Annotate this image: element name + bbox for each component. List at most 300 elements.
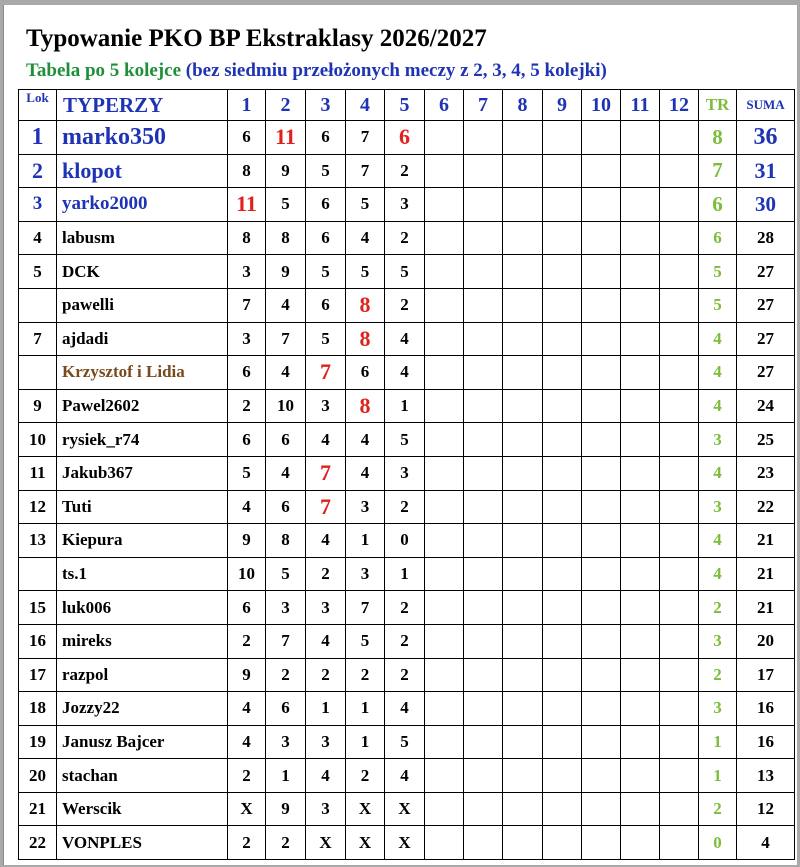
round-10-score-cell — [582, 557, 621, 591]
header-round-4: 4 — [346, 90, 385, 121]
round-8-score-cell — [503, 389, 543, 423]
round-7-score-cell — [464, 423, 503, 457]
rank-cell: 4 — [19, 221, 57, 255]
round-4-score-cell: 5 — [346, 188, 385, 222]
tr-cell: 2 — [699, 591, 737, 625]
round-12-score-cell — [660, 322, 699, 356]
round-2-score-cell: 9 — [266, 792, 306, 826]
tr-cell: 6 — [699, 188, 737, 222]
player-name-cell: Werscik — [57, 792, 228, 826]
round-8-score-cell — [503, 423, 543, 457]
tr-cell: 2 — [699, 792, 737, 826]
tr-cell: 5 — [699, 255, 737, 289]
round-8-score-cell — [503, 356, 543, 390]
subtitle-table-label: Tabela po 5 kolejce — [26, 60, 181, 81]
round-4-score-cell: 1 — [346, 692, 385, 726]
round-11-score-cell — [621, 692, 660, 726]
suma-cell: 21 — [737, 524, 795, 558]
round-8-score-cell — [503, 154, 543, 188]
round-7-score-cell — [464, 356, 503, 390]
round-11-score-cell — [621, 288, 660, 322]
round-1-score-cell: 5 — [228, 456, 266, 490]
round-8-score-cell — [503, 255, 543, 289]
round-5-score-cell: 0 — [385, 524, 425, 558]
round-12-score-cell — [660, 121, 699, 155]
rank-cell: 2 — [19, 154, 57, 188]
round-3-score-cell: 6 — [306, 121, 346, 155]
rank-cell: 16 — [19, 624, 57, 658]
round-9-score-cell — [543, 557, 582, 591]
suma-cell: 21 — [737, 557, 795, 591]
player-name-cell: Jozzy22 — [57, 692, 228, 726]
round-9-score-cell — [543, 456, 582, 490]
player-name-cell: mireks — [57, 624, 228, 658]
player-name-cell: klopot — [57, 154, 228, 188]
round-4-score-cell: 8 — [346, 288, 385, 322]
round-12-score-cell — [660, 255, 699, 289]
round-8-score-cell — [503, 658, 543, 692]
rank-cell: 20 — [19, 759, 57, 793]
round-11-score-cell — [621, 490, 660, 524]
page-title: Typowanie PKO BP Ekstraklasy 2026/2027 — [26, 25, 487, 52]
round-9-score-cell — [543, 524, 582, 558]
round-7-score-cell — [464, 826, 503, 860]
round-6-score-cell — [425, 692, 464, 726]
round-1-score-cell: 2 — [228, 826, 266, 860]
round-6-score-cell — [425, 759, 464, 793]
table-row — [19, 322, 795, 356]
subtitle-note: (bez siedmiu przełożonych meczy z 2, 3, 4, 5 kolejki) — [185, 60, 607, 81]
round-8-score-cell — [503, 490, 543, 524]
tr-cell: 3 — [699, 624, 737, 658]
round-10-score-cell — [582, 490, 621, 524]
round-1-score-cell: 7 — [228, 288, 266, 322]
round-3-score-cell: 6 — [306, 221, 346, 255]
round-7-score-cell — [464, 288, 503, 322]
round-11-score-cell — [621, 423, 660, 457]
round-9-score-cell — [543, 826, 582, 860]
round-12-score-cell — [660, 826, 699, 860]
round-4-score-cell: 4 — [346, 423, 385, 457]
round-5-score-cell: 2 — [385, 591, 425, 625]
round-7-score-cell — [464, 255, 503, 289]
round-1-score-cell: 3 — [228, 255, 266, 289]
round-12-score-cell — [660, 591, 699, 625]
round-11-score-cell — [621, 725, 660, 759]
rank-cell: 15 — [19, 591, 57, 625]
round-5-score-cell: 2 — [385, 658, 425, 692]
round-6-score-cell — [425, 255, 464, 289]
rank-cell: 17 — [19, 658, 57, 692]
round-1-score-cell: 11 — [228, 188, 266, 222]
round-11-score-cell — [621, 188, 660, 222]
round-7-score-cell — [464, 322, 503, 356]
round-9-score-cell — [543, 624, 582, 658]
header-suma: SUMA — [737, 90, 795, 121]
suma-cell: 28 — [737, 221, 795, 255]
round-9-score-cell — [543, 221, 582, 255]
round-6-score-cell — [425, 591, 464, 625]
table-row — [19, 389, 795, 423]
round-5-score-cell: 3 — [385, 188, 425, 222]
round-6-score-cell — [425, 288, 464, 322]
round-5-score-cell: 5 — [385, 725, 425, 759]
rank-cell: 7 — [19, 322, 57, 356]
round-10-score-cell — [582, 356, 621, 390]
round-3-score-cell: 4 — [306, 759, 346, 793]
table-row — [19, 356, 795, 390]
table-row — [19, 423, 795, 457]
round-6-score-cell — [425, 121, 464, 155]
header-round-2: 2 — [266, 90, 306, 121]
player-name-cell: labusm — [57, 221, 228, 255]
round-4-score-cell: 1 — [346, 725, 385, 759]
round-12-score-cell — [660, 524, 699, 558]
round-5-score-cell: 4 — [385, 692, 425, 726]
tr-cell: 3 — [699, 490, 737, 524]
round-9-score-cell — [543, 759, 582, 793]
round-8-score-cell — [503, 322, 543, 356]
round-5-score-cell: X — [385, 792, 425, 826]
round-11-score-cell — [621, 389, 660, 423]
header-round-7: 7 — [464, 90, 503, 121]
tr-cell: 4 — [699, 322, 737, 356]
round-10-score-cell — [582, 288, 621, 322]
round-7-score-cell — [464, 658, 503, 692]
table-row — [19, 759, 795, 793]
header-round-6: 6 — [425, 90, 464, 121]
round-7-score-cell — [464, 524, 503, 558]
header-round-12: 12 — [660, 90, 699, 121]
round-10-score-cell — [582, 658, 621, 692]
round-11-score-cell — [621, 456, 660, 490]
round-9-score-cell — [543, 490, 582, 524]
rank-cell: 3 — [19, 188, 57, 222]
table-row — [19, 826, 795, 860]
round-11-score-cell — [621, 759, 660, 793]
round-7-score-cell — [464, 456, 503, 490]
round-10-score-cell — [582, 624, 621, 658]
round-11-score-cell — [621, 658, 660, 692]
round-5-score-cell: 4 — [385, 322, 425, 356]
round-6-score-cell — [425, 624, 464, 658]
table-row — [19, 490, 795, 524]
header-tr: TR — [699, 90, 737, 121]
tr-cell: 4 — [699, 456, 737, 490]
round-12-score-cell — [660, 557, 699, 591]
round-3-score-cell: 3 — [306, 591, 346, 625]
round-2-score-cell: 3 — [266, 591, 306, 625]
round-11-score-cell — [621, 792, 660, 826]
rank-cell: 18 — [19, 692, 57, 726]
player-name-cell: stachan — [57, 759, 228, 793]
round-3-score-cell: 5 — [306, 154, 346, 188]
suma-cell: 27 — [737, 322, 795, 356]
round-9-score-cell — [543, 255, 582, 289]
round-6-score-cell — [425, 423, 464, 457]
round-9-score-cell — [543, 658, 582, 692]
player-name-cell: rysiek_r74 — [57, 423, 228, 457]
round-10-score-cell — [582, 188, 621, 222]
rank-cell: 12 — [19, 490, 57, 524]
rank-cell — [19, 288, 57, 322]
round-11-score-cell — [621, 826, 660, 860]
suma-cell: 12 — [737, 792, 795, 826]
round-3-score-cell: 7 — [306, 456, 346, 490]
round-7-score-cell — [464, 591, 503, 625]
player-name-cell: luk006 — [57, 591, 228, 625]
round-2-score-cell: 10 — [266, 389, 306, 423]
round-5-score-cell: 2 — [385, 624, 425, 658]
round-2-score-cell: 6 — [266, 423, 306, 457]
rank-cell: 9 — [19, 389, 57, 423]
round-2-score-cell: 4 — [266, 356, 306, 390]
round-2-score-cell: 6 — [266, 692, 306, 726]
standings-table — [18, 89, 795, 860]
table-row — [19, 524, 795, 558]
player-name-cell: yarko2000 — [57, 188, 228, 222]
round-10-score-cell — [582, 826, 621, 860]
round-2-score-cell: 1 — [266, 759, 306, 793]
round-8-score-cell — [503, 759, 543, 793]
round-2-score-cell: 5 — [266, 188, 306, 222]
round-10-score-cell — [582, 759, 621, 793]
round-9-score-cell — [543, 188, 582, 222]
round-12-score-cell — [660, 759, 699, 793]
round-5-score-cell: 1 — [385, 389, 425, 423]
round-2-score-cell: 7 — [266, 624, 306, 658]
suma-cell: 25 — [737, 423, 795, 457]
round-1-score-cell: 2 — [228, 759, 266, 793]
round-2-score-cell: 9 — [266, 255, 306, 289]
round-5-score-cell: 6 — [385, 121, 425, 155]
round-10-score-cell — [582, 121, 621, 155]
round-4-score-cell: 8 — [346, 322, 385, 356]
round-5-score-cell: 2 — [385, 490, 425, 524]
player-name-cell: Krzysztof i Lidia — [57, 356, 228, 390]
round-2-score-cell: 2 — [266, 826, 306, 860]
tr-cell: 3 — [699, 692, 737, 726]
round-2-score-cell: 5 — [266, 557, 306, 591]
table-row — [19, 658, 795, 692]
rank-cell: 13 — [19, 524, 57, 558]
round-11-score-cell — [621, 322, 660, 356]
round-1-score-cell: 6 — [228, 356, 266, 390]
round-10-score-cell — [582, 591, 621, 625]
round-9-score-cell — [543, 389, 582, 423]
round-2-score-cell: 4 — [266, 288, 306, 322]
round-9-score-cell — [543, 154, 582, 188]
round-10-score-cell — [582, 524, 621, 558]
tr-cell: 7 — [699, 154, 737, 188]
header-round-5: 5 — [385, 90, 425, 121]
table-row — [19, 557, 795, 591]
round-12-score-cell — [660, 154, 699, 188]
page-subtitle — [26, 60, 607, 82]
round-12-score-cell — [660, 658, 699, 692]
table-row — [19, 792, 795, 826]
round-9-score-cell — [543, 792, 582, 826]
player-name-cell: marko350 — [57, 121, 228, 155]
round-1-score-cell: 9 — [228, 524, 266, 558]
round-9-score-cell — [543, 423, 582, 457]
round-8-score-cell — [503, 288, 543, 322]
round-8-score-cell — [503, 557, 543, 591]
round-11-score-cell — [621, 624, 660, 658]
suma-cell: 16 — [737, 692, 795, 726]
round-7-score-cell — [464, 389, 503, 423]
round-4-score-cell: 7 — [346, 154, 385, 188]
round-12-score-cell — [660, 389, 699, 423]
round-5-score-cell: 4 — [385, 356, 425, 390]
round-9-score-cell — [543, 121, 582, 155]
round-1-score-cell: 6 — [228, 121, 266, 155]
round-7-score-cell — [464, 188, 503, 222]
table-row — [19, 725, 795, 759]
round-1-score-cell: 8 — [228, 154, 266, 188]
round-7-score-cell — [464, 121, 503, 155]
player-name-cell: razpol — [57, 658, 228, 692]
table-row — [19, 154, 795, 188]
round-4-score-cell: 2 — [346, 658, 385, 692]
round-4-score-cell: 4 — [346, 456, 385, 490]
round-3-score-cell: 2 — [306, 658, 346, 692]
round-8-score-cell — [503, 725, 543, 759]
header-round-3: 3 — [306, 90, 346, 121]
tr-cell: 4 — [699, 557, 737, 591]
player-name-cell: DCK — [57, 255, 228, 289]
spreadsheet-page — [3, 5, 797, 865]
table-row — [19, 624, 795, 658]
suma-cell: 4 — [737, 826, 795, 860]
round-4-score-cell: 7 — [346, 121, 385, 155]
round-10-score-cell — [582, 725, 621, 759]
round-12-score-cell — [660, 792, 699, 826]
round-6-score-cell — [425, 524, 464, 558]
round-10-score-cell — [582, 255, 621, 289]
round-11-score-cell — [621, 557, 660, 591]
player-name-cell: Jakub367 — [57, 456, 228, 490]
player-name-cell: VONPLES — [57, 826, 228, 860]
round-1-score-cell: 2 — [228, 624, 266, 658]
round-11-score-cell — [621, 524, 660, 558]
tr-cell: 6 — [699, 221, 737, 255]
round-8-score-cell — [503, 591, 543, 625]
suma-cell: 24 — [737, 389, 795, 423]
round-1-score-cell: 4 — [228, 725, 266, 759]
round-11-score-cell — [621, 221, 660, 255]
round-4-score-cell: X — [346, 792, 385, 826]
round-8-score-cell — [503, 524, 543, 558]
round-2-score-cell: 11 — [266, 121, 306, 155]
round-7-score-cell — [464, 154, 503, 188]
round-7-score-cell — [464, 624, 503, 658]
suma-cell: 16 — [737, 725, 795, 759]
round-3-score-cell: 1 — [306, 692, 346, 726]
round-5-score-cell: X — [385, 826, 425, 860]
suma-cell: 22 — [737, 490, 795, 524]
round-8-score-cell — [503, 692, 543, 726]
tr-cell: 4 — [699, 524, 737, 558]
round-12-score-cell — [660, 692, 699, 726]
rank-cell: 21 — [19, 792, 57, 826]
table-row — [19, 692, 795, 726]
round-11-score-cell — [621, 255, 660, 289]
round-1-score-cell: 6 — [228, 423, 266, 457]
tr-cell: 4 — [699, 356, 737, 390]
header-round-1: 1 — [228, 90, 266, 121]
round-9-score-cell — [543, 322, 582, 356]
round-12-score-cell — [660, 288, 699, 322]
round-6-score-cell — [425, 557, 464, 591]
round-6-score-cell — [425, 456, 464, 490]
suma-cell: 20 — [737, 624, 795, 658]
round-3-score-cell: 6 — [306, 288, 346, 322]
round-4-score-cell: 5 — [346, 624, 385, 658]
round-1-score-cell: 10 — [228, 557, 266, 591]
round-2-score-cell: 2 — [266, 658, 306, 692]
round-5-score-cell: 1 — [385, 557, 425, 591]
player-name-cell: ajdadi — [57, 322, 228, 356]
round-8-score-cell — [503, 121, 543, 155]
round-4-score-cell: X — [346, 826, 385, 860]
round-7-score-cell — [464, 557, 503, 591]
suma-cell: 17 — [737, 658, 795, 692]
round-1-score-cell: X — [228, 792, 266, 826]
round-12-score-cell — [660, 423, 699, 457]
suma-cell: 27 — [737, 356, 795, 390]
table-row — [19, 288, 795, 322]
round-3-score-cell: X — [306, 826, 346, 860]
round-10-score-cell — [582, 423, 621, 457]
round-11-score-cell — [621, 591, 660, 625]
round-4-score-cell: 8 — [346, 389, 385, 423]
round-6-score-cell — [425, 490, 464, 524]
round-2-score-cell: 6 — [266, 490, 306, 524]
round-7-score-cell — [464, 221, 503, 255]
tr-cell: 2 — [699, 658, 737, 692]
suma-cell: 23 — [737, 456, 795, 490]
round-9-score-cell — [543, 591, 582, 625]
tr-cell: 8 — [699, 121, 737, 155]
suma-cell: 21 — [737, 591, 795, 625]
table-row — [19, 456, 795, 490]
rank-cell: 19 — [19, 725, 57, 759]
header-round-11: 11 — [621, 90, 660, 121]
suma-cell: 13 — [737, 759, 795, 793]
round-1-score-cell: 8 — [228, 221, 266, 255]
rank-cell: 22 — [19, 826, 57, 860]
header-lok: Lok — [19, 90, 57, 121]
player-name-cell: ts.1 — [57, 557, 228, 591]
round-10-score-cell — [582, 389, 621, 423]
round-1-score-cell: 2 — [228, 389, 266, 423]
header-round-9: 9 — [543, 90, 582, 121]
round-11-score-cell — [621, 356, 660, 390]
round-7-score-cell — [464, 759, 503, 793]
round-1-score-cell: 3 — [228, 322, 266, 356]
rank-cell: 11 — [19, 456, 57, 490]
suma-cell: 30 — [737, 188, 795, 222]
table-row — [19, 255, 795, 289]
round-3-score-cell: 5 — [306, 322, 346, 356]
suma-cell: 36 — [737, 121, 795, 155]
round-6-score-cell — [425, 188, 464, 222]
suma-cell: 27 — [737, 255, 795, 289]
table-row — [19, 121, 795, 155]
round-5-score-cell: 2 — [385, 288, 425, 322]
round-3-score-cell: 3 — [306, 389, 346, 423]
